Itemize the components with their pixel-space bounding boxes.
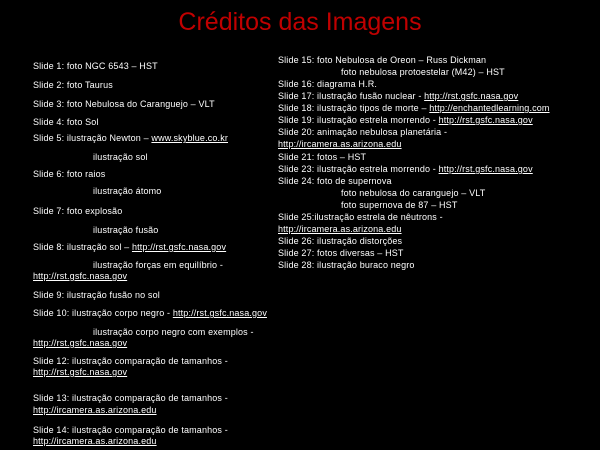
credit-line xyxy=(33,99,215,110)
credit-text: ilustração fusão xyxy=(93,225,159,235)
credit-line xyxy=(33,393,228,404)
credit-text: Slide 28: ilustração buraco negro xyxy=(278,260,415,270)
credit-link[interactable]: www.skyblue.co.kr xyxy=(151,133,228,143)
credit-link[interactable]: http://ircamera.as.arizona.edu xyxy=(33,405,157,415)
credit-line xyxy=(278,91,518,102)
credit-line xyxy=(341,188,485,199)
credit-line xyxy=(93,152,148,163)
credit-text: Slide 9: ilustração fusão no sol xyxy=(33,290,160,300)
credit-line xyxy=(33,436,157,447)
credit-line xyxy=(33,117,99,128)
credit-line xyxy=(93,186,161,197)
credit-link[interactable]: http://rst.gsfc.nasa.gov xyxy=(438,164,533,174)
page-title: Créditos das Imagens xyxy=(178,8,422,36)
credit-text: Slide 16: diagrama H.R. xyxy=(278,79,377,89)
credit-line xyxy=(278,224,402,235)
credit-link[interactable]: http://rst.gsfc.nasa.gov xyxy=(172,308,267,318)
credit-text: ilustração forças em equilíbrio - xyxy=(93,260,224,270)
credit-text: Slide 14: ilustração comparação de tamanhos - xyxy=(33,425,228,435)
credit-line xyxy=(278,139,402,150)
credit-text: Slide 26: ilustração distorções xyxy=(278,236,403,246)
credit-text: foto nebulosa protoestelar (M42) – HST xyxy=(341,67,505,77)
credit-link[interactable]: http://ircamera.as.arizona.edu xyxy=(33,436,157,446)
credit-line xyxy=(33,338,127,349)
credit-text: Slide 19: ilustração estrela morrendo - xyxy=(278,115,439,125)
credit-line xyxy=(33,425,228,436)
credit-link[interactable]: http://ircamera.as.arizona.edu xyxy=(278,224,402,234)
credit-text: Slide 10: ilustração corpo negro - xyxy=(33,308,173,318)
credit-line xyxy=(33,206,122,217)
credit-text: foto nebulosa do caranguejo – VLT xyxy=(341,188,486,198)
credit-text: Slide 4: foto Sol xyxy=(33,117,99,127)
credit-line xyxy=(33,169,105,180)
credit-line xyxy=(93,260,223,271)
credit-text: Slide 8: ilustração sol – xyxy=(33,242,132,252)
credit-text: Slide 5: ilustração Newton – xyxy=(33,133,152,143)
credit-line xyxy=(33,405,157,416)
credit-line xyxy=(278,79,377,90)
credit-line xyxy=(33,367,127,378)
credit-line xyxy=(93,225,158,236)
credit-line xyxy=(278,103,550,114)
credit-text: Slide 24: foto de supernova xyxy=(278,176,392,186)
credit-line xyxy=(33,271,127,282)
credit-text: Slide 13: ilustração comparação de tamanhos - xyxy=(33,393,228,403)
credit-text: Slide 7: foto explosão xyxy=(33,206,123,216)
credit-line xyxy=(33,242,226,253)
credit-text: foto supernova de 87 – HST xyxy=(341,200,458,210)
credit-text: Slide 2: foto Taurus xyxy=(33,80,113,90)
credit-text: Slide 21: fotos – HST xyxy=(278,152,367,162)
credit-line xyxy=(278,115,533,126)
credit-text: Slide 17: ilustração fusão nuclear - xyxy=(278,91,425,101)
credit-line xyxy=(33,61,158,72)
credit-link[interactable]: http://rst.gsfc.nasa.gov xyxy=(438,115,533,125)
credit-link[interactable]: http://enchantedlearning.com xyxy=(429,103,550,113)
credit-text: Slide 15: foto Nebulosa de Oreon – Russ Dickman xyxy=(278,55,487,65)
credit-link[interactable]: http://rst.gsfc.nasa.gov xyxy=(131,242,227,252)
credit-link[interactable]: http://rst.gsfc.nasa.gov xyxy=(33,338,128,348)
credit-line xyxy=(33,80,113,91)
credit-line xyxy=(33,290,160,301)
credit-line xyxy=(278,236,402,247)
credit-line xyxy=(33,133,228,144)
credit-line xyxy=(278,152,366,163)
credit-text: Slide 6: foto raios xyxy=(33,169,106,179)
credit-line xyxy=(278,260,415,271)
credit-line xyxy=(278,164,533,175)
credit-text: Slide 25:ilustração estrela de nêutrons - xyxy=(278,212,443,222)
credit-line xyxy=(93,327,254,338)
credit-link[interactable]: http://ircamera.as.arizona.edu xyxy=(278,139,402,149)
credit-text: ilustração corpo negro com exemplos - xyxy=(93,327,254,337)
credit-line xyxy=(341,200,457,211)
credit-line xyxy=(33,308,267,319)
credit-line xyxy=(278,212,443,223)
credit-text: Slide 18: ilustração tipos de morte – xyxy=(278,103,430,113)
credit-text: ilustração átomo xyxy=(93,186,162,196)
credit-text: Slide 27: fotos diversas – HST xyxy=(278,248,404,258)
credit-line xyxy=(33,356,228,367)
credit-text: ilustração sol xyxy=(93,152,148,162)
credit-link[interactable]: http://rst.gsfc.nasa.gov xyxy=(424,91,519,101)
credit-line xyxy=(278,176,392,187)
credit-line xyxy=(278,127,447,138)
credit-text: Slide 20: animação nebulosa planetária - xyxy=(278,127,448,137)
credit-text: Slide 23: ilustração estrela morrendo - xyxy=(278,164,439,174)
credit-line xyxy=(278,55,486,66)
credit-text: Slide 12: ilustração comparação de tamanhos - xyxy=(33,356,228,366)
credit-line xyxy=(341,67,505,78)
credit-text: Slide 1: foto NGC 6543 – HST xyxy=(33,61,158,71)
credit-link[interactable]: http://rst.gsfc.nasa.gov xyxy=(33,271,128,281)
credit-line xyxy=(278,248,404,259)
credit-text: Slide 3: foto Nebulosa do Caranguejo – VLT xyxy=(33,99,215,109)
credit-link[interactable]: http://rst.gsfc.nasa.gov xyxy=(33,367,128,377)
